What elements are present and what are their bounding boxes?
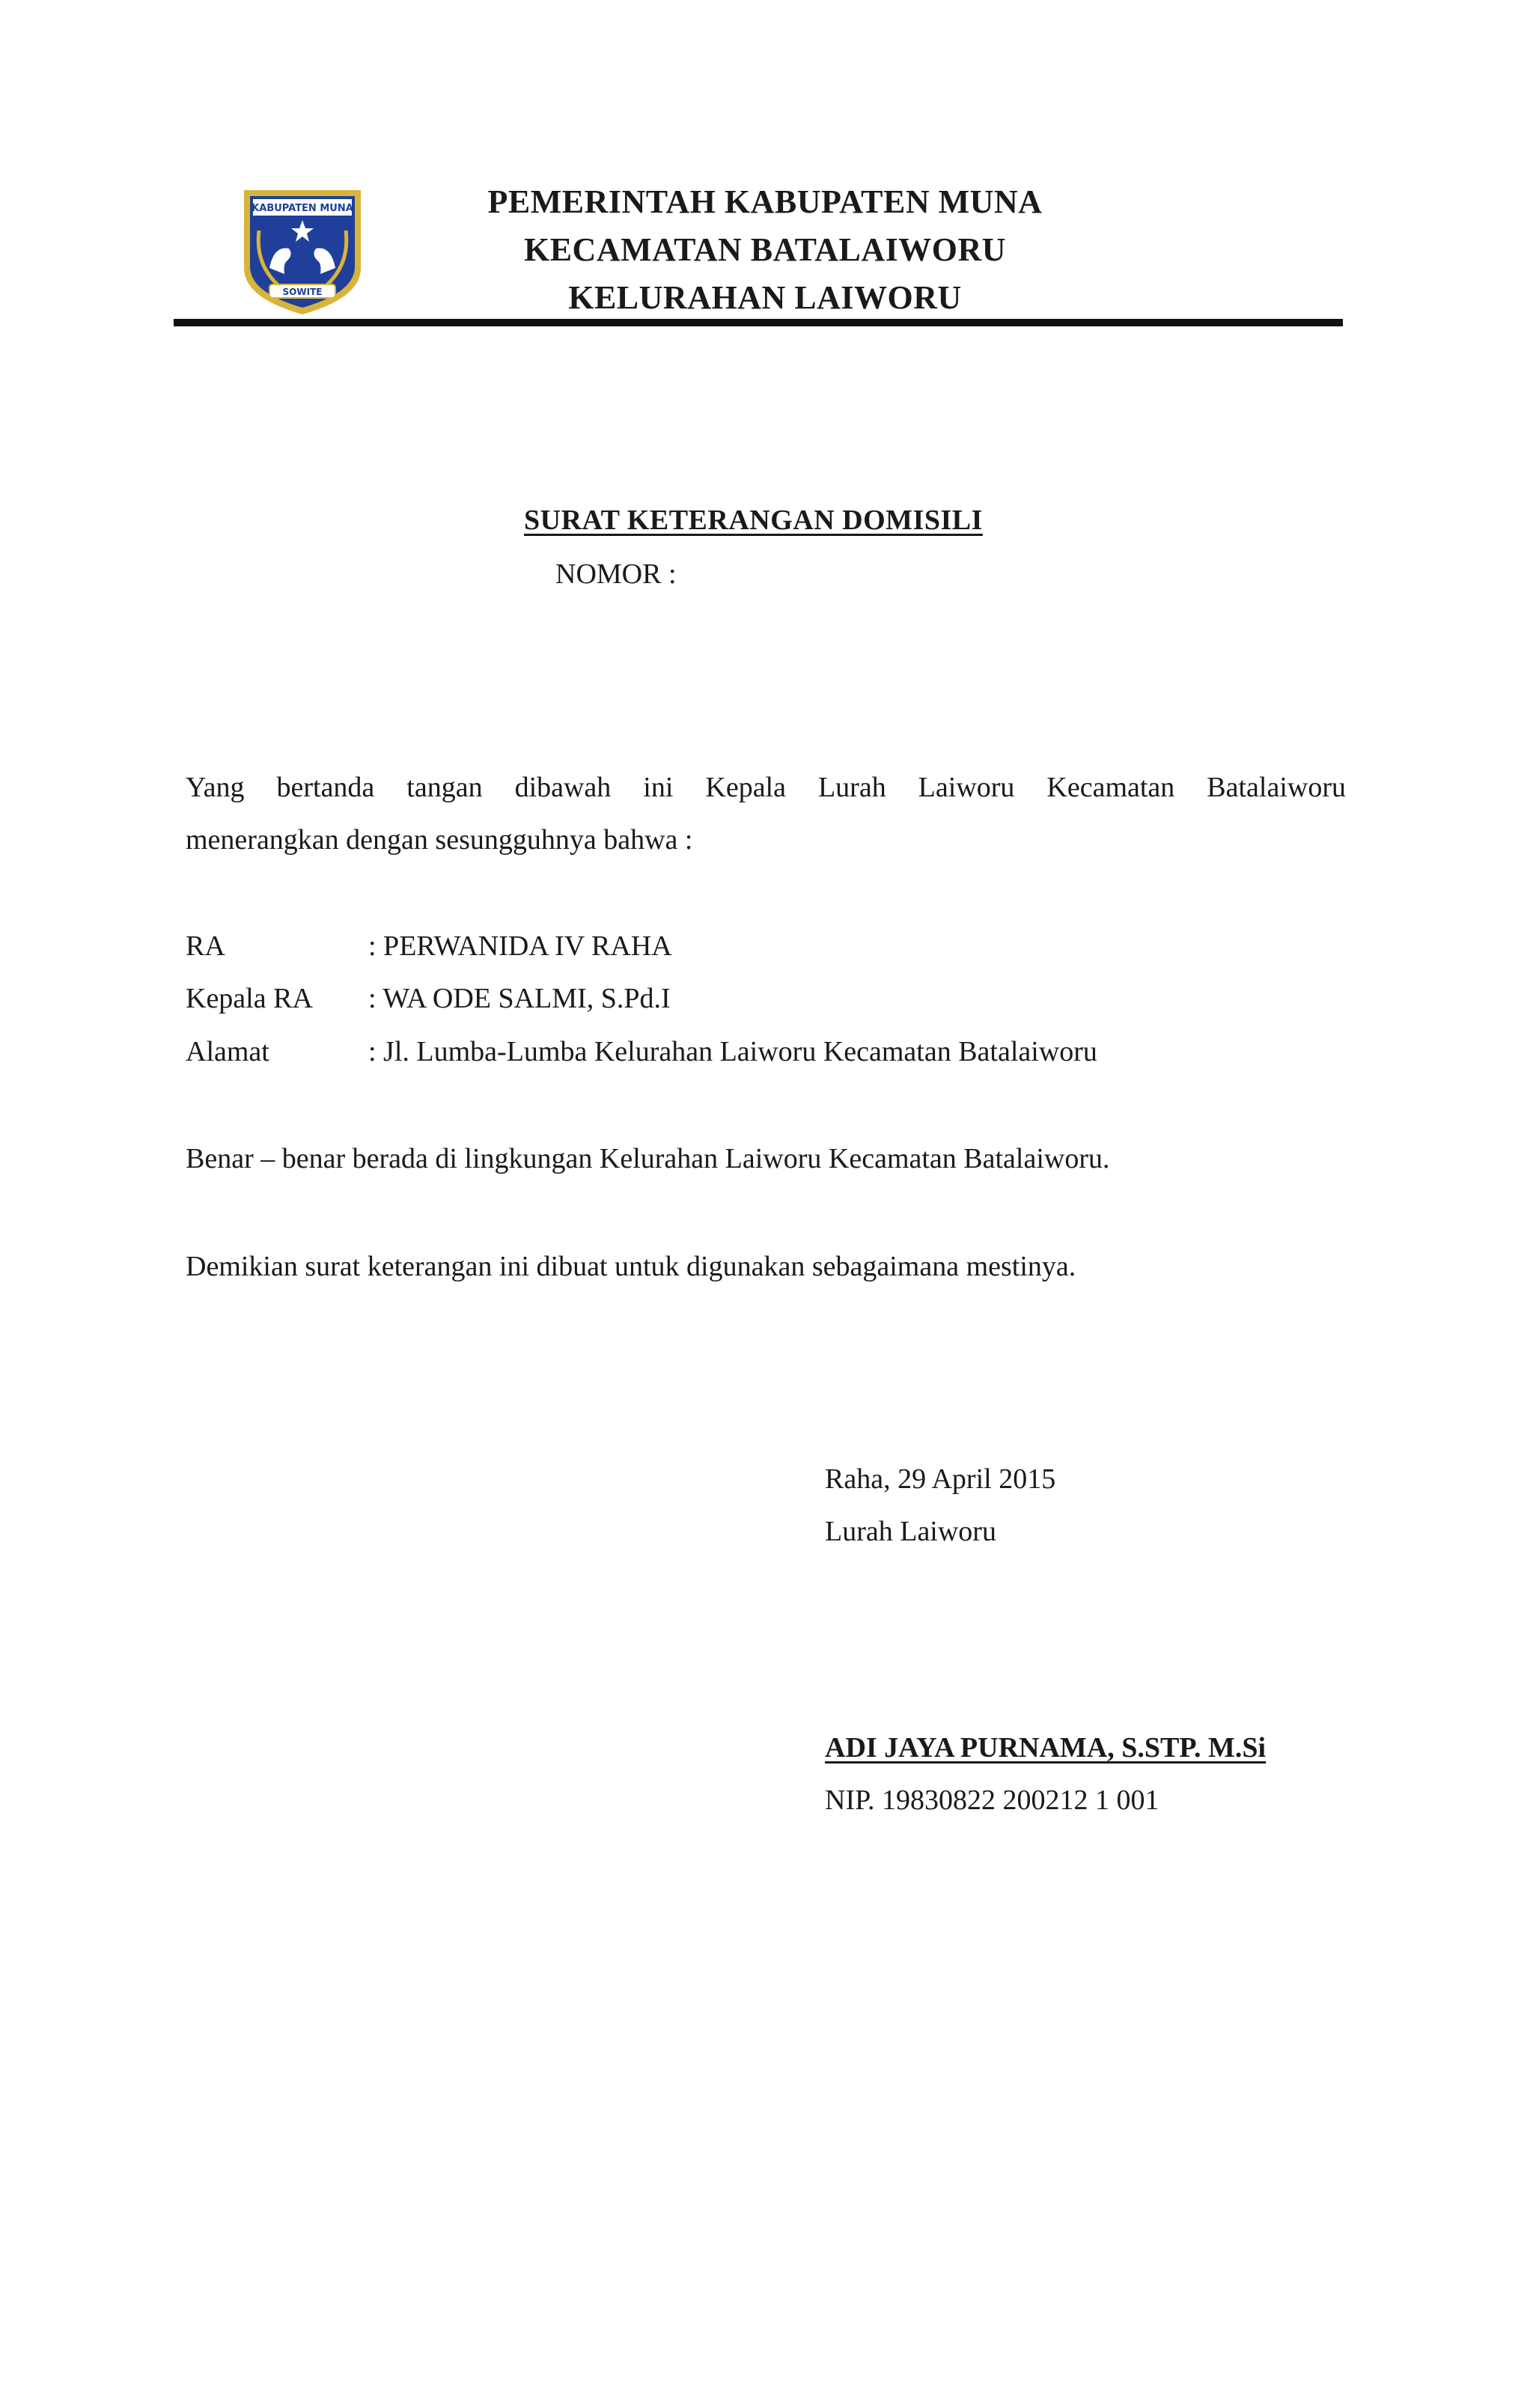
letterhead-divider [174, 319, 1343, 326]
letterhead-line-village: KELURAHAN LAIWORU [568, 279, 962, 316]
kabupaten-muna-emblem [240, 186, 365, 317]
field-label-kepala-ra: Kepala RA [186, 983, 313, 1014]
letterhead-line-government: PEMERINTAH KABUPATEN MUNA [487, 183, 1043, 220]
field-value-alamat: : Jl. Lumba-Lumba Kelurahan Laiworu Kecamatan Batalaiworu [368, 1036, 1097, 1067]
intro-line-2: menerangkan dengan sesungguhnya bahwa : [186, 824, 693, 856]
emblem-motto: SOWITE [282, 287, 323, 297]
field-value-ra: : PERWANIDA IV RAHA [368, 930, 672, 962]
emblem-text: KABUPATEN MUNA [252, 203, 353, 214]
field-label-alamat: Alamat [186, 1036, 269, 1067]
statement-text: Benar – benar berada di lingkungan Kelurahan Laiworu Kecamatan Batalaiworu. [186, 1143, 1110, 1174]
place-date: Raha, 29 April 2015 [825, 1463, 1056, 1495]
document-title: SURAT KETERANGAN DOMISILI [524, 505, 983, 536]
signatory-name: ADI JAYA PURNAMA, S.STP. M.Si [825, 1732, 1267, 1764]
document-number: NOMOR : [555, 558, 677, 590]
signatory-nip: NIP. 19830822 200212 1 001 [825, 1784, 1159, 1816]
intro-line-1: Yang bertanda tangan dibawah ini Kepala Lurah Laiworu Kecamatan Batalaiworu [186, 772, 1346, 803]
field-label-ra: RA [186, 930, 225, 962]
letterhead-line-district: KECAMATAN BATALAIWORU [523, 231, 1007, 268]
signatory-position: Lurah Laiworu [825, 1516, 996, 1547]
field-value-kepala-ra: : WA ODE SALMI, S.Pd.I [368, 983, 671, 1014]
closing-text: Demikian surat keterangan ini dibuat untuk digunakan sebagaimana mestinya. [186, 1251, 1076, 1282]
